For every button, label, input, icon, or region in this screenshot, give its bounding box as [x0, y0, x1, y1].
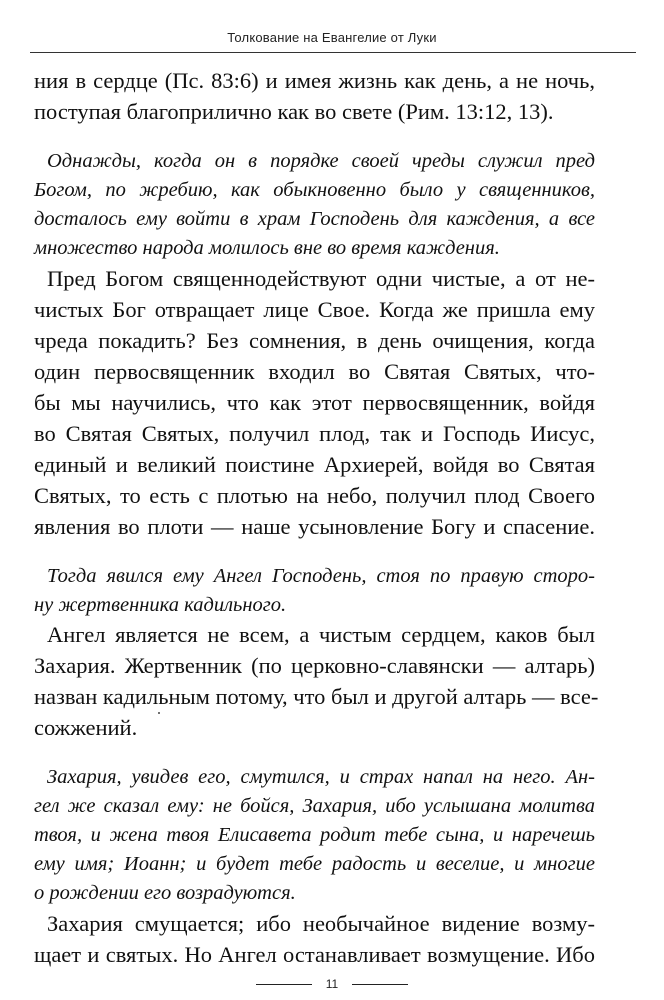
- footer-rule-left: [256, 984, 312, 985]
- text-line: щает и святых. Но Ангел останавливает возмущение. Ибо: [34, 942, 595, 967]
- scripture-line: ну жертвенника кадильного.: [34, 594, 287, 616]
- text-line: чреда покадить? Без сомнения, в день очищения, когда: [34, 328, 595, 353]
- text-line: сожжений.: [34, 715, 138, 740]
- text-line: Пред Богом священнодействуют одни чистые, а от не-: [47, 266, 595, 291]
- text-line: поступая благоприлично как во свете (Рим. 13:12, 13).: [34, 99, 554, 124]
- scripture-line: Захария, увидев его, смутился, и страх напал на него. Ан-: [47, 766, 595, 788]
- text-line: чистых Бог отвращает лице Свое. Когда же пришла ему: [34, 297, 595, 322]
- text-line: явления во плоти — наше усыновление Богу и спасение.: [34, 514, 595, 539]
- text-line: Захария смущается; ибо необычайное видение возму-: [47, 911, 595, 936]
- header-rule: [30, 52, 636, 53]
- text-line: бы мы научились, что как этот первосвященник, войдя: [34, 390, 595, 415]
- scripture-line: Тогда явился ему Ангел Господень, стоя по правую сторо-: [47, 565, 595, 587]
- running-header: Толкование на Евангелие от Луки: [227, 30, 437, 45]
- scripture-line: Однажды, когда он в порядке своей чреды служил пред: [47, 150, 595, 172]
- scripture-line: гел же сказал ему: не бойся, Захария, ибо услышана молитва: [34, 795, 595, 817]
- text-line: Ангел является не всем, а чистым сердцем, каков был: [47, 622, 595, 647]
- print-speck: [158, 712, 160, 714]
- text-line: ния в сердце (Пс. 83:6) и имея жизнь как день, а не ночь,: [34, 68, 595, 93]
- text-line: назван кадильным потому, что был и другой алтарь — все-: [34, 684, 599, 709]
- scripture-line: множество народа молилось вне во время каждения.: [34, 237, 500, 259]
- text-line: во Святая Святых, получил плод, так и Господь Иисус,: [34, 421, 595, 446]
- text-line: Захария. Жертвенник (по церковно-славянски — алтарь): [34, 653, 595, 678]
- scripture-line: Богом, по жребию, как обыкновенно было у священников,: [34, 179, 595, 201]
- page-number: 11: [325, 977, 339, 991]
- text-line: единый и великий поистине Архиерей, войдя во Святая: [34, 452, 595, 477]
- text-line: Святых, то есть с плотью на небо, получил плод Своего: [34, 483, 595, 508]
- scripture-line: твоя, и жена твоя Елисавета родит тебе сына, и наречешь: [34, 824, 595, 846]
- footer-rule-right: [352, 984, 408, 985]
- scripture-line: ему имя; Иоанн; и будет тебе радость и веселие, и многие: [34, 853, 595, 875]
- text-line: один первосвященник входил во Святая Святых, что-: [34, 359, 595, 384]
- page-footer: [0, 977, 664, 991]
- scripture-line: досталось ему войти в храм Господень для каждения, а все: [34, 208, 595, 230]
- scripture-line: о рождении его возрадуются.: [34, 882, 296, 904]
